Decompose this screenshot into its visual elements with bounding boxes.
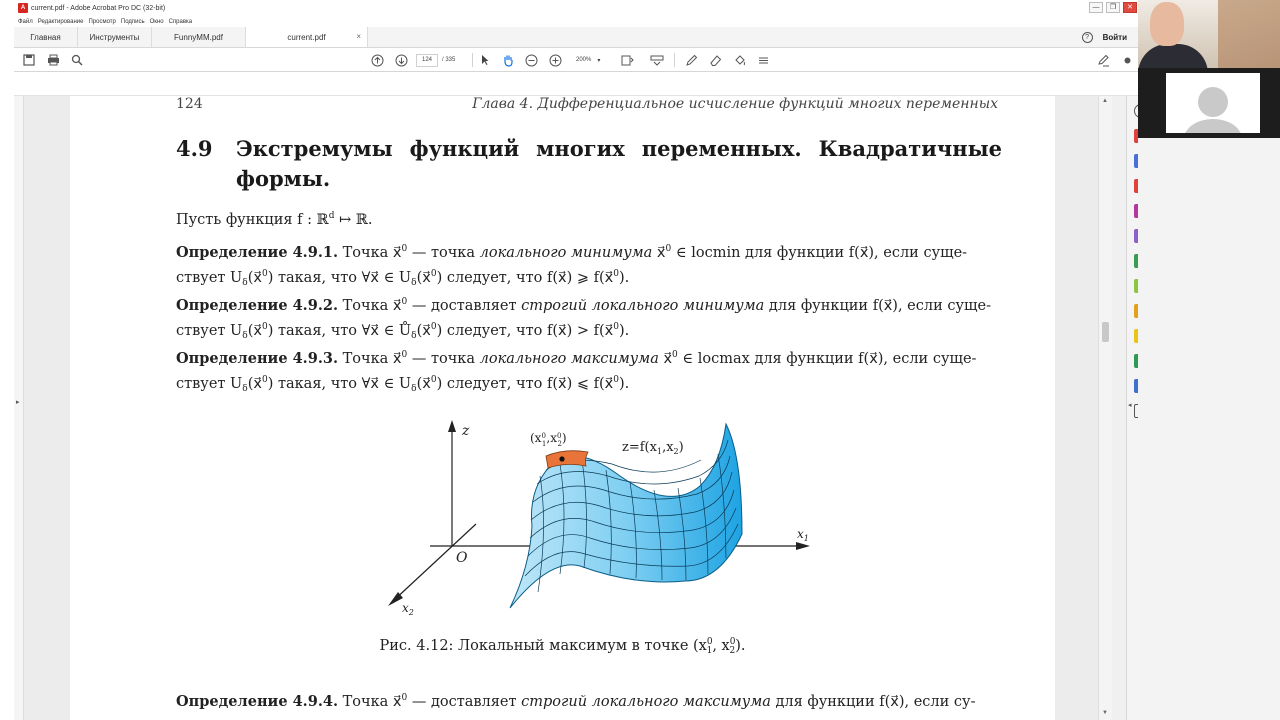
- tab-doc-funnymm[interactable]: [152, 27, 246, 47]
- prev-page-icon[interactable]: [370, 53, 384, 67]
- page-number-input[interactable]: 124: [416, 54, 438, 67]
- presenter-video: [1138, 0, 1280, 68]
- more-tools-icon[interactable]: [756, 53, 770, 67]
- def-text: ∈ locmin для функции f(x⃗), если суще-: [671, 245, 968, 261]
- chevron-down-icon: ▾: [597, 57, 601, 64]
- sub: δ: [242, 384, 248, 394]
- def-text: x⃗: [652, 245, 666, 261]
- menu-window[interactable]: Окно: [149, 18, 164, 25]
- def-text: ) следует, что f(x⃗) ⩽ f(x⃗: [436, 376, 614, 392]
- title-bar: [14, 0, 1139, 16]
- intro-sup: d: [328, 211, 335, 221]
- def-text: — доставляет: [407, 298, 522, 314]
- help-icon[interactable]: ?: [1082, 32, 1093, 43]
- document-area: [14, 96, 1112, 720]
- point-part: ): [561, 431, 567, 445]
- func-part: z=f(x: [622, 440, 657, 455]
- window-title: current.pdf - Adobe Acrobat Pro DC (32-bit): [31, 4, 166, 12]
- caption-text: ).: [735, 638, 746, 654]
- tabbar-right: [1082, 27, 1139, 47]
- menu-sign[interactable]: Подпись: [120, 18, 145, 25]
- tab-bar: [14, 27, 1139, 48]
- close-window-button[interactable]: ✕: [1123, 2, 1137, 13]
- tab-doc-label: FunnyMM.pdf: [174, 32, 223, 42]
- sub: δ: [411, 331, 417, 341]
- intro-text: Пусть функция f : ℝ: [176, 212, 329, 228]
- left-panel-toggle[interactable]: [14, 96, 24, 720]
- caption-text: , x: [712, 638, 730, 654]
- def-text: ствует U: [176, 323, 243, 339]
- point-part: (x: [530, 431, 542, 445]
- def-text: (x⃗: [247, 376, 262, 392]
- figure-caption: [70, 637, 1055, 656]
- pen-icon[interactable]: [684, 53, 698, 67]
- caption-sub: 2: [729, 646, 736, 656]
- def-text: ) такая, что ∀x⃗ ∈ Ů: [267, 323, 412, 339]
- section-number: 4.9: [176, 136, 213, 161]
- menu-file[interactable]: Файл: [18, 18, 33, 25]
- save-icon[interactable]: [22, 53, 36, 67]
- zoom-select[interactable]: [576, 53, 600, 67]
- definition-4-9-4: [176, 688, 1004, 713]
- fill-sign-icon[interactable]: [732, 53, 746, 67]
- select-arrow-icon[interactable]: [478, 53, 492, 67]
- chapter-title: Глава 4. Дифференциальное исчисление функций многих переменных: [472, 96, 998, 112]
- x1-symbol: x: [797, 527, 804, 541]
- search-icon[interactable]: [70, 53, 84, 67]
- def-text: Точка x⃗: [338, 351, 402, 367]
- sub: δ: [411, 278, 417, 288]
- def-text: ).: [618, 270, 630, 286]
- restore-button[interactable]: ❐: [1106, 2, 1120, 13]
- avatar-body-icon: [1184, 119, 1242, 133]
- pdf-page: [70, 96, 1055, 720]
- minimize-button[interactable]: —: [1089, 2, 1103, 13]
- avatar-head-icon: [1198, 87, 1228, 117]
- caption-text: Рис. 4.12: Локальный максимум в точке (x: [379, 638, 707, 654]
- sup: 0: [261, 375, 268, 385]
- scroll-up-icon[interactable]: ▲: [1102, 98, 1108, 104]
- sup: 0: [613, 269, 619, 279]
- collapse-panel-icon[interactable]: ◂: [1128, 402, 1132, 409]
- sign-tool-icon[interactable]: [1096, 53, 1110, 67]
- definition-4-9-1: [176, 239, 1004, 294]
- sub: δ: [242, 278, 248, 288]
- func-sub: 1: [656, 447, 663, 456]
- sup: 0: [261, 269, 268, 279]
- presenter-head: [1150, 2, 1184, 46]
- expand-left-icon[interactable]: ▸: [16, 399, 20, 406]
- def-text: ствует U: [176, 376, 243, 392]
- close-tab-icon[interactable]: ×: [356, 32, 361, 41]
- sub: δ: [242, 331, 248, 341]
- running-head: [176, 96, 998, 114]
- def-label: Определение 4.9.2.: [176, 297, 338, 314]
- func-part: ): [678, 440, 684, 455]
- menu-view[interactable]: Просмотр: [88, 18, 116, 25]
- presenter-body: [1138, 44, 1208, 68]
- point-sup: 0: [541, 432, 546, 440]
- vertical-scrollbar[interactable]: [1098, 96, 1112, 720]
- participant-tile: [1138, 68, 1280, 138]
- page-total: / 335: [442, 57, 456, 63]
- def-emphasis: строгий локального минимума: [521, 298, 765, 314]
- def-text: — доставляет: [407, 694, 522, 710]
- def-text: для функции f(x⃗), если су-: [770, 694, 976, 710]
- def-text: — точка: [407, 351, 480, 367]
- fit-page-icon[interactable]: [620, 53, 634, 67]
- webcam-overlay: [1138, 0, 1280, 720]
- z-axis-label: z: [462, 423, 470, 439]
- point-sub: 2: [557, 440, 562, 448]
- point-sub: 1: [541, 440, 547, 448]
- def-text: ствует U: [176, 270, 243, 286]
- def-text: ).: [618, 376, 630, 392]
- sup: 0: [261, 322, 268, 332]
- sub: δ: [411, 384, 417, 394]
- def-text: (x⃗: [247, 323, 262, 339]
- def-text: для функции f(x⃗), если суще-: [764, 298, 991, 314]
- def-text: ) следует, что f(x⃗) ⩾ f(x⃗: [436, 270, 614, 286]
- origin-label: O: [456, 550, 468, 566]
- def-label: Определение 4.9.4.: [176, 693, 338, 710]
- sup: 0: [401, 350, 408, 360]
- definition-4-9-3: [176, 345, 1004, 400]
- def-label: Определение 4.9.3.: [176, 350, 338, 367]
- scroll-down-icon[interactable]: ▼: [1102, 710, 1108, 716]
- tab-doc-label: current.pdf: [287, 32, 326, 42]
- menu-help[interactable]: Справка: [168, 18, 193, 25]
- x2-symbol: x: [402, 601, 409, 615]
- def-text: x⃗: [658, 351, 673, 367]
- point-part: ,x: [546, 431, 557, 445]
- menu-bar: [14, 16, 1139, 27]
- x1-axis-arrow: [796, 542, 810, 550]
- def-emphasis: локального минимума: [479, 245, 653, 261]
- avatar: [1166, 73, 1260, 133]
- def-text: ).: [618, 323, 630, 339]
- next-page-icon[interactable]: [394, 53, 408, 67]
- window-controls: [1089, 2, 1137, 13]
- sup: 0: [613, 375, 619, 385]
- tab-home[interactable]: Главная: [14, 27, 78, 47]
- sup: 0: [401, 297, 408, 307]
- signin-button[interactable]: Войти: [1102, 32, 1127, 42]
- function-label: [622, 440, 684, 456]
- separator: [674, 53, 675, 67]
- intro-tail: ↦ ℝ.: [334, 212, 373, 228]
- separator: [472, 53, 473, 67]
- def-text: (x⃗: [416, 270, 431, 286]
- func-sub: 2: [673, 447, 679, 456]
- sup: 0: [401, 244, 408, 254]
- zoom-value: 200%: [576, 57, 592, 63]
- surface-figure: [370, 416, 810, 621]
- caption-sup: 0: [706, 637, 713, 647]
- def-text: (x⃗: [416, 323, 431, 339]
- acrobat-window: [14, 0, 1140, 720]
- x1-subscript: 1: [803, 534, 809, 543]
- scroll-thumb[interactable]: [1102, 322, 1109, 342]
- x2-subscript: 2: [408, 608, 414, 617]
- eraser-icon[interactable]: [708, 53, 722, 67]
- sup: 0: [430, 375, 437, 385]
- def-emphasis: строгий локального максимума: [521, 694, 771, 710]
- x1-axis-label: [797, 527, 809, 543]
- sup: 0: [401, 693, 408, 703]
- page-number: 124: [176, 96, 203, 112]
- maximum-point: [559, 456, 564, 461]
- caption-sup: 0: [729, 637, 736, 647]
- def-text: Точка x⃗: [338, 694, 402, 710]
- point-sup: 0: [556, 432, 562, 440]
- caption-sub: 1: [706, 646, 713, 656]
- sup: 0: [613, 322, 619, 332]
- secondary-bar: [14, 72, 1139, 96]
- sup: 0: [430, 322, 437, 332]
- def-text: ) такая, что ∀x⃗ ∈ U: [267, 376, 412, 392]
- x2-axis-label: [402, 601, 414, 617]
- zoom-in-icon[interactable]: [548, 53, 562, 67]
- hand-tool-icon[interactable]: [501, 53, 515, 67]
- def-text: (x⃗: [247, 270, 262, 286]
- main-toolbar: [14, 48, 1139, 72]
- sup: 0: [672, 350, 678, 360]
- sup: 0: [430, 269, 437, 279]
- def-label: Определение 4.9.1.: [176, 244, 338, 261]
- z-axis-arrow: [448, 420, 456, 432]
- share-icon[interactable]: [1120, 53, 1134, 67]
- def-text: ) такая, что ∀x⃗ ∈ U: [267, 270, 412, 286]
- tab-doc-current[interactable]: [246, 27, 368, 47]
- def-text: ∈ locmax для функции f(x⃗), если суще-: [677, 351, 977, 367]
- tab-tools[interactable]: Инструменты: [78, 27, 152, 47]
- sup: 0: [665, 244, 672, 254]
- scroll-mode-icon[interactable]: [650, 53, 664, 67]
- definition-4-9-2: [176, 292, 1004, 347]
- def-emphasis: локального максимума: [479, 351, 659, 367]
- func-part: ,x: [662, 440, 674, 455]
- point-label: [530, 431, 567, 448]
- print-icon[interactable]: [46, 53, 60, 67]
- def-text: Точка x⃗: [338, 298, 402, 314]
- menu-edit[interactable]: Редактирование: [37, 18, 84, 25]
- page-navigator: [416, 53, 455, 67]
- def-text: ) следует, что f(x⃗) > f(x⃗: [436, 323, 614, 339]
- def-text: — точка: [407, 245, 480, 261]
- section-title: Экстремумы функций многих переменных. Квадратичные формы.: [236, 136, 1002, 191]
- def-text: (x⃗: [416, 376, 431, 392]
- zoom-out-icon[interactable]: [524, 53, 538, 67]
- intro-paragraph: [176, 206, 1004, 231]
- video-background: [1218, 0, 1280, 68]
- acrobat-logo-icon: A: [18, 3, 28, 13]
- def-text: Точка x⃗: [338, 245, 402, 261]
